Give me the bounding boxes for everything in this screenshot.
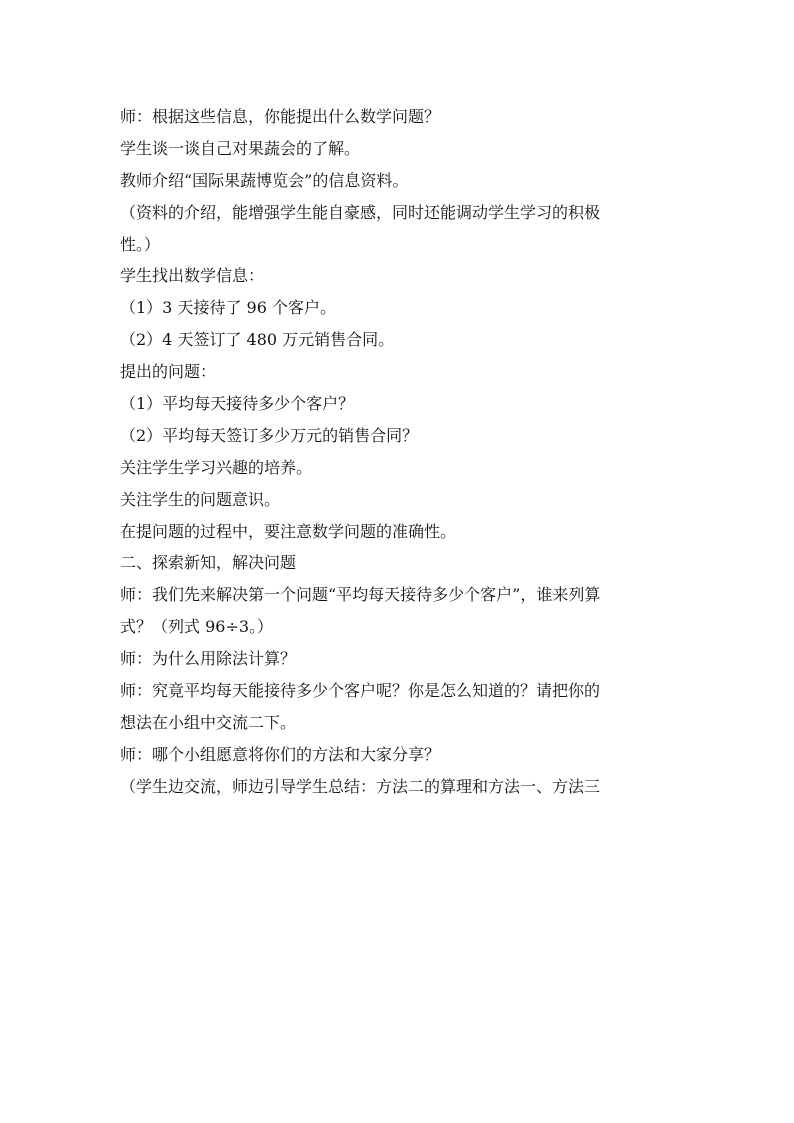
text-line: （学生边交流，师边引导学生总结：方法二的算理和方法一、方法三 [120,776,601,796]
text-line: （2）4 天签订了 480 万元销售合同。 [120,330,395,350]
text-line: 学生谈一谈自己对果蔬会的了解。 [120,138,361,158]
text-line: 提出的问题： [120,362,217,382]
text-line: 性。） [120,234,161,254]
text-line: （1）3 天接待了 96 个客户。 [120,298,336,318]
section-heading: 二、探索新知，解决问题 [120,553,297,573]
text-line: （1）平均每天接待多少个客户？ [120,394,355,414]
text-line: 师：我们先来解决第一个问题“平均每天接待多少个客户”，谁来列算 [120,585,601,605]
text-line: 教师介绍“国际果蔬博览会”的信息资料。 [120,170,409,190]
text-line: 在提问题的过程中，要注意数学问题的准确性。 [120,521,457,541]
text-line: 关注学生学习兴趣的培养。 [120,457,313,477]
text-line: 想法在小组中交流二下。 [120,712,297,732]
text-line: 师：究竟平均每天能接待多少个客户呢？你是怎么知道的？请把你的 [120,681,601,701]
text-line: 关注学生的问题意识。 [120,489,281,509]
text-line: （2）平均每天签订多少万元的销售合同？ [120,425,419,445]
text-line: 师：根据这些信息，你能提出什么数学问题？ [120,107,441,126]
text-line: 师：为什么用除法计算？ [120,649,297,669]
text-line: 师：哪个小组愿意将你们的方法和大家分享？ [120,744,441,764]
document-body [120,101,680,803]
text-line: （资料的介绍，能增强学生能自豪感，同时还能调动学生学习的积极 [120,202,601,222]
text-line: 学生找出数学信息： [120,266,265,286]
text-line: 式？（列式 96÷3。） [120,617,274,637]
